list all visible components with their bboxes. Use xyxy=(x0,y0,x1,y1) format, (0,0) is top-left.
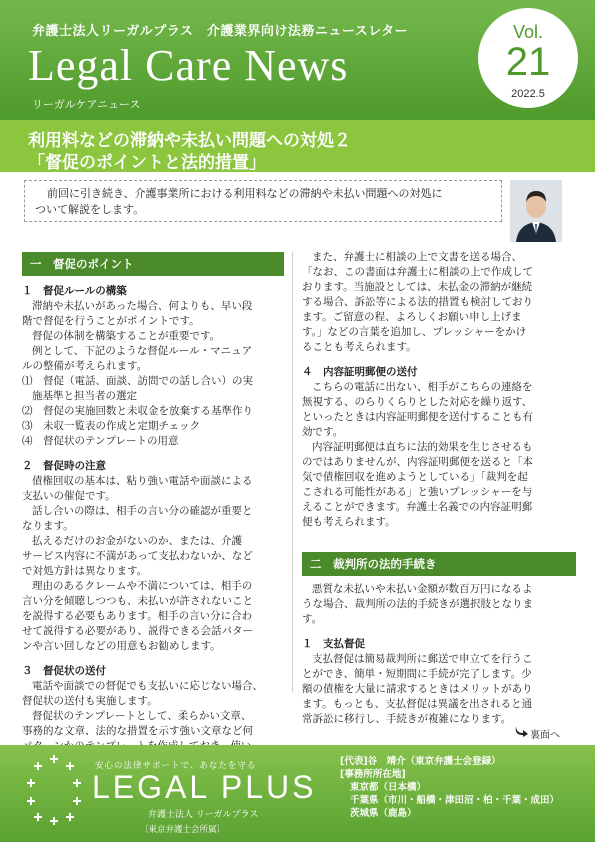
offices-label: [事務所所在地] xyxy=(340,769,406,780)
list-item: ⑶ 未収一覧表の作成と定期チェック xyxy=(22,420,201,432)
right-column xyxy=(302,250,576,727)
author-portrait xyxy=(510,180,562,242)
footer-association: 〔東京弁護士会所属〕 xyxy=(140,825,226,835)
body-line: 事務的な文章、法的な措置を示す強い文章など何 xyxy=(22,725,253,737)
body-line: 悪質な未払いや未払い金額が数百万円になるよ xyxy=(312,583,533,595)
body-line: 常訴訟に移行し、手続きが複雑になります。 xyxy=(302,713,512,725)
body-line: ルの整備が考えられます。 xyxy=(22,360,148,372)
body-line: 額の債権を大量に請求するときはメリットがあり xyxy=(302,683,533,695)
list-item: 施基準と担当者の選定 xyxy=(32,390,137,402)
issue-date: 2022.5 xyxy=(511,88,545,100)
list-item: ⑴ 督促（電話、面談、訪問での話し合い）の実 xyxy=(22,375,253,387)
body-line: また、弁護士に相談の上で文書を送る場合、 xyxy=(312,251,522,263)
section-heading: 一 督促のポイント xyxy=(22,252,284,276)
body-line: 理由のあるクレームや不満については、相手の xyxy=(32,580,253,592)
article-title-line-2: 「督促のポイントと法的措置」 xyxy=(28,153,266,173)
body-line: こされる可能性がある」と強いプレッシャーを与 xyxy=(302,486,533,498)
body-line: 気で債権回収を進めようとしている」「裁判を起 xyxy=(302,471,528,483)
body-line: 滞納や未払いがあった場合、何よりも、早い段 xyxy=(32,300,253,312)
article-title-line-1: 利用料などの滞納や未払い問題への対処２ xyxy=(28,131,351,151)
intro-line: 前回に引き続き、介護事業所における利用料などの滞納や未払い問題への対処に xyxy=(47,187,443,200)
footer xyxy=(0,745,595,842)
body-line: こちらの電話に出ない、相手がこちらの連絡を xyxy=(312,381,533,393)
intro-box xyxy=(24,180,502,222)
body-line: 電話や面談での督促でも支払いに応じない場合、 xyxy=(32,680,263,692)
body-line: で対処方針は異なります。 xyxy=(22,565,148,577)
body-line: 債権回収の基本は、粘り強い電話や面談による xyxy=(32,475,253,487)
body-line: 払えるだけのお金がないのか、または、介護 xyxy=(32,535,242,547)
column-divider xyxy=(292,252,293,692)
footer-office-info xyxy=(340,755,559,820)
body-line: うな場合、裁判所の法的手続きが選択肢となりま xyxy=(302,598,533,610)
body-line: のではありませんが、内容証明郵便を送ると「本 xyxy=(302,456,533,468)
body-line: 無視する、のらりくらりとした対応を繰り返す、 xyxy=(302,396,533,408)
newsletter-title: Legal Care News xyxy=(28,41,349,90)
body-line: えることができます。弁護士名義での内容証明郵 xyxy=(302,501,533,513)
body-line: 階で督促を行うことがポイントです。 xyxy=(22,315,200,327)
body-line: ることも考えられます。 xyxy=(302,341,417,353)
body-line: 効です。 xyxy=(302,426,344,438)
body-line: ンや言い回しなどの用意もお勧めします。 xyxy=(22,640,221,652)
newsletter-subtitle: 弁護士法人リーガルプラス 介護業界向け法務ニュースレター xyxy=(32,24,409,39)
body-line: 便も考えられます。 xyxy=(302,516,396,528)
subsection-heading: １ 支払督促 xyxy=(302,638,365,650)
body-line: す。 xyxy=(302,613,323,625)
intro-line: ついて解説をします。 xyxy=(35,203,145,216)
body-line: おります。当施設としては、未払金の滞納が継続 xyxy=(302,281,533,293)
body-line: 督促の体制を構築することが重要です。 xyxy=(32,330,221,342)
volume-label: Vol. xyxy=(512,22,544,42)
back-page-link[interactable]: 裏面へ xyxy=(530,730,560,741)
volume-badge xyxy=(478,8,578,108)
body-line: 支払督促は簡易裁判所に郵送で申立てを行うこ xyxy=(312,653,533,665)
subsection-heading: １ 督促ルールの構築 xyxy=(22,285,127,297)
body-line: なります。 xyxy=(22,520,74,532)
footer-brand: LEGAL PLUS xyxy=(92,769,317,805)
body-line: とができ、簡単・短期間に手続が完了します。少 xyxy=(302,668,532,680)
section-heading: 二 裁判所の法的手続き xyxy=(302,552,576,576)
subsection-heading: ３ 督促状の送付 xyxy=(22,665,106,677)
body-line: 督促状の送付も実施します。 xyxy=(22,695,158,707)
footer-tagline: 安心の法律サポートで、あなたを守る xyxy=(95,761,257,771)
newsletter-title-kana: リーガルケアニュース xyxy=(32,98,141,111)
body-line: といったときは内容証明郵便を送付することも有 xyxy=(302,411,533,423)
office-location: 東京都（日本橋） xyxy=(350,782,427,793)
masthead xyxy=(0,0,595,120)
body-line: 話し合いの際は、相手の言い分の確認が重要と xyxy=(32,505,253,517)
person-icon xyxy=(510,180,562,242)
body-line: せて説得する必要があり、説得できる会話パター xyxy=(22,625,253,637)
body-line: サービス内容に不満があって支払わないか、など xyxy=(22,550,253,562)
body-line: する場合、訴訟等による法的措置も検討しており xyxy=(302,296,533,308)
list-item: ⑵ 督促の実施回数と未収金を放棄する基準作り xyxy=(22,405,253,417)
office-location: 千葉県（市川・船橋・津田沼・柏・千葉・成田） xyxy=(350,795,560,806)
legal-plus-logo-icon xyxy=(26,753,86,825)
body-line: ます。ご留意の程、よろしくお願い申し上げま xyxy=(302,311,522,323)
body-line: 「なお、この書面は弁護士に相談の上で作成して xyxy=(302,266,533,278)
body-line: ます。もっとも、支払督促は異議を出されると通 xyxy=(302,698,533,710)
representative: [代表]谷 靖介（東京弁護士会登録） xyxy=(340,756,501,767)
body-line: 支払いの催促です。 xyxy=(22,490,116,502)
footer-firm-name: 弁護士法人 リーガルプラス xyxy=(148,810,259,820)
article-title-band xyxy=(0,120,595,172)
office-location: 茨城県（鹿島） xyxy=(350,808,417,819)
volume-number: 21 xyxy=(505,40,551,84)
body-line: 督促状のテンプレートとして、柔らかい文章、 xyxy=(32,710,252,722)
body-line: す。」などの言葉を追加し、プレッシャーをかけ xyxy=(302,326,527,338)
subsection-heading: ２ 督促時の注意 xyxy=(22,460,106,472)
subsection-heading: ４ 内容証明郵便の送付 xyxy=(302,366,418,378)
arrow-right-icon xyxy=(514,724,530,738)
body-line: を説得する必要もあります。相手の言い分に合わ xyxy=(22,610,253,622)
left-column xyxy=(22,252,284,769)
body-line: 言い分を傾聴しつつも、未払いが許されないこと xyxy=(22,595,253,607)
body-line: 例として、下記のような督促ルール・マニュア xyxy=(32,345,253,357)
list-item: ⑷ 督促状のテンプレートの用意 xyxy=(22,435,179,447)
body-line: 内容証明郵便は直ちに法的効果を生じさせるも xyxy=(312,441,533,453)
